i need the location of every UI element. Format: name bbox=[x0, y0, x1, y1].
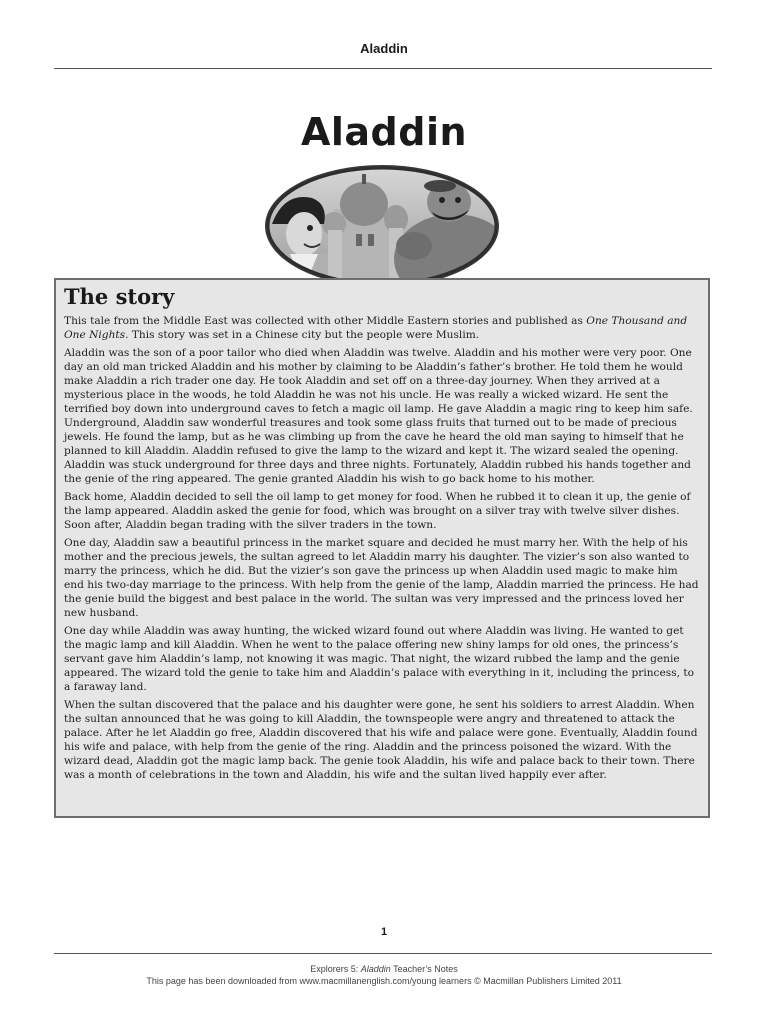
story-intro-text: This tale from the Middle East was collected with other Middle Eastern stories and published as bbox=[64, 315, 587, 327]
story-panel bbox=[54, 278, 710, 818]
story-intro bbox=[64, 314, 700, 342]
story-paragraph: When the sultan discovered that the palace and his daughter were gone, he sent his soldiers to arrest Aladdin. When the sultan announced that he was going to kill Aladdin, the townspeople were angry and threatened to attack the palace. After he let Aladdin go free, Aladdin discovered that his wife and palace were gone. Eventually, Aladdin found his wife and palace, with help from the genie of the ring. Aladdin and the princess poisoned the wizard. With the wizard dead, Aladdin got the magic lamp back. The genie took Aladdin, his wife and palace back to their town. There was a month of celebrations in the town and Aladdin, his wife and the sultan lived happily ever after. bbox=[64, 699, 698, 781]
story-paragraph: Aladdin was the son of a poor tailor who died when Aladdin was twelve. Aladdin and his mother were very poor. One day an old man tricked Aladdin and his mother by claiming to be Aladdin’s father’s brother. He told them he would make Aladdin a rich trader one day. He took Aladdin and set off on a three-day journey. When they arrived at a mysterious place in the woods, he told Aladdin he was not his uncle. He was really a wicked wizard. He sent the terrified boy down into underground caves to fetch a magic oil lamp. He gave Aladdin a magic ring to keep him safe. Underground, Aladdin saw wonderful treasures and took some glass fruits that turned out to be made of precious jewels. He found the lamp, but as he was climbing up from the cave he heard the old man saying to himself that he planned to kill Aladdin. Aladdin refused to give the lamp to the wizard and kept it. The wizard sealed the opening. Aladdin was stuck underground for three days and three nights. Fortunately, Aladdin rubbed his hands together and the genie of the ring appeared. The genie granted Aladdin his wish to go back home to his mother. bbox=[64, 347, 693, 485]
header-rule bbox=[54, 68, 712, 69]
footer-series-line bbox=[0, 963, 768, 975]
footer-series: Explorers 5: bbox=[310, 964, 361, 974]
footer bbox=[0, 963, 768, 987]
story-intro-text-end: . This story was set in a Chinese city but the people were Muslim. bbox=[125, 329, 480, 341]
footer-book-title: Aladdin bbox=[360, 964, 391, 974]
story-paragraph: One day, Aladdin saw a beautiful princess in the market square and decided he must marry her. With the help of his mother and the precious jewels, the sultan agreed to let Aladdin marry his daughter. The vizier’s son also wanted to marry the princess, which he did. But the vizier’s son gave the princess up when Aladdin used magic to make him end his two-day marriage to the princess. With help from the genie of the lamp, Aladdin married the princess. He had the genie build the biggest and best palace in the world. The sultan was very impressed and the princess loved her new husband. bbox=[64, 537, 699, 619]
page-number: 1 bbox=[380, 926, 388, 938]
story-paragraph: One day while Aladdin was away hunting, the wicked wizard found out where Aladdin was living. He wanted to get the magic lamp and kill Aladdin. When he went to the palace offering new shiny lamps for old ones, the princess’s servant gave him Aladdin’s lamp, not knowing it was magic. That night, the wizard rubbed the lamp and the genie appeared. The wizard told the genie to take him and Aladdin’s palace with everything in it, including the princess, to a faraway land. bbox=[64, 625, 694, 693]
aladdin-and-genie-illustration bbox=[264, 164, 500, 288]
story-paragraph: Back home, Aladdin decided to sell the oil lamp to get money for food. When he rubbed it to clean it up, the genie of the lamp appeared. Aladdin asked the genie for food, which was brought on a silver tray with twelve silver dishes. Soon after, Aladdin began trading with the silver traders in the town. bbox=[64, 491, 691, 531]
footer-rule bbox=[54, 953, 712, 954]
story-heading: The story bbox=[64, 284, 175, 309]
footer-download-line: This page has been downloaded from www.macmillanenglish.com/young learners © Macmillan Publishers Limited 2011 bbox=[146, 976, 622, 986]
book-title-italic: One Thousand and One Nights bbox=[64, 315, 688, 341]
footer-notes: Teacher’s Notes bbox=[390, 964, 458, 974]
running-header-title: Aladdin bbox=[360, 41, 408, 56]
page-title: Aladdin bbox=[300, 110, 468, 154]
